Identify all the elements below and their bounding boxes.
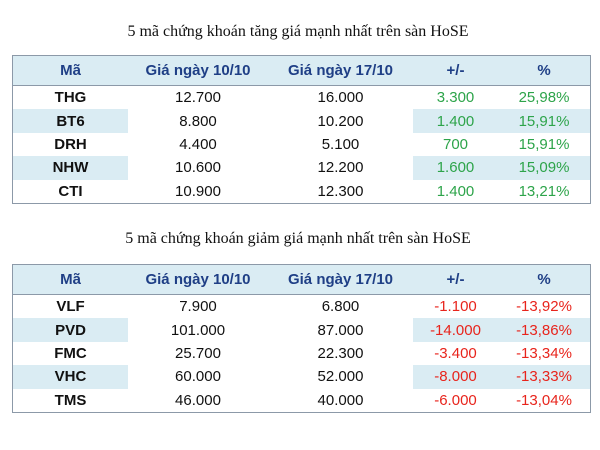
table-row xyxy=(13,109,590,132)
cell-ticker: PVD xyxy=(13,318,128,341)
cell-ticker: TMS xyxy=(54,391,87,409)
cell-percent: 15,09% xyxy=(498,156,590,179)
cell-price-new: 12.200 xyxy=(317,159,364,177)
losers-table xyxy=(12,264,591,413)
table-row xyxy=(13,318,590,341)
cell-price-new: 10.200 xyxy=(317,112,364,130)
header-percent: % xyxy=(537,62,551,79)
cell-ticker: THG xyxy=(54,89,87,107)
cell-price-new: 52.000 xyxy=(317,368,364,386)
table-row xyxy=(13,86,590,109)
cell-change: -8.000 xyxy=(413,365,498,388)
cell-price-old: 10.900 xyxy=(175,182,221,200)
header-price-1710: Giá ngày 17/10 xyxy=(287,62,394,79)
cell-ticker: FMC xyxy=(54,344,87,362)
cell-price-old: 4.400 xyxy=(179,135,217,153)
header-change: +/- xyxy=(446,271,465,288)
cell-percent: 25,98% xyxy=(518,89,570,107)
cell-percent: 15,91% xyxy=(498,109,590,132)
header-percent: % xyxy=(537,271,551,288)
table-row xyxy=(13,180,590,203)
cell-percent: 15,91% xyxy=(518,135,570,153)
table-row xyxy=(13,156,590,179)
gainers-title-text: 5 mã chứng khoán tăng giá mạnh nhất trên sàn HoSE xyxy=(127,23,469,40)
cell-change: 1.400 xyxy=(413,109,498,132)
losers-title-text: 5 mã chứng khoán giảm giá mạnh nhất trên sàn HoSE xyxy=(125,230,471,247)
cell-price-new: 5.100 xyxy=(321,135,360,153)
cell-percent: 13,21% xyxy=(518,182,570,200)
table-row xyxy=(13,365,590,388)
cell-change: -3.400 xyxy=(434,344,477,362)
cell-change: 1.600 xyxy=(413,156,498,179)
table-row xyxy=(13,295,590,318)
cell-percent: -13,34% xyxy=(516,344,572,362)
cell-price-old: 12.700 xyxy=(175,89,221,107)
table-row xyxy=(13,389,590,412)
table-header xyxy=(13,56,590,86)
gainers-table xyxy=(12,55,591,204)
cell-change: -1.100 xyxy=(434,298,477,316)
cell-ticker: DRH xyxy=(54,135,87,153)
cell-ticker: VLF xyxy=(56,298,85,316)
header-change: +/- xyxy=(446,62,465,79)
cell-ticker: CTI xyxy=(58,182,83,200)
gainers-title xyxy=(0,23,600,41)
cell-price-old: 8.800 xyxy=(179,112,217,130)
cell-price-new: 6.800 xyxy=(321,298,360,316)
table-header xyxy=(13,265,590,295)
cell-price-old: 101.000 xyxy=(170,321,226,339)
table-row xyxy=(13,342,590,365)
cell-percent: -13,92% xyxy=(516,298,572,316)
cell-percent: -13,86% xyxy=(498,318,590,341)
header-ma: Mã xyxy=(60,62,81,79)
cell-change: -14.000 xyxy=(413,318,498,341)
cell-price-old: 25.700 xyxy=(175,344,221,362)
header-ma: Mã xyxy=(60,271,81,288)
losers-title xyxy=(0,230,600,248)
cell-ticker: VHC xyxy=(13,365,128,388)
table-row xyxy=(13,133,590,156)
header-price-1010: Giá ngày 10/10 xyxy=(145,271,251,288)
cell-price-old: 7.900 xyxy=(179,298,217,316)
cell-ticker: BT6 xyxy=(13,109,128,132)
cell-ticker: NHW xyxy=(13,156,128,179)
header-price-1710: Giá ngày 17/10 xyxy=(287,271,394,288)
cell-change: -6.000 xyxy=(434,391,477,409)
cell-change: 700 xyxy=(442,135,469,153)
cell-percent: -13,33% xyxy=(498,365,590,388)
cell-price-new: 16.000 xyxy=(317,89,364,107)
cell-price-old: 60.000 xyxy=(175,368,221,386)
cell-change: 3.300 xyxy=(436,89,475,107)
cell-price-new: 40.000 xyxy=(317,391,364,409)
cell-price-old: 46.000 xyxy=(175,391,221,409)
cell-price-new: 22.300 xyxy=(317,344,364,362)
cell-change: 1.400 xyxy=(436,182,475,200)
cell-price-old: 10.600 xyxy=(175,159,221,177)
cell-percent: -13,04% xyxy=(516,391,572,409)
cell-price-new: 12.300 xyxy=(317,182,364,200)
header-price-1010: Giá ngày 10/10 xyxy=(145,62,251,79)
cell-price-new: 87.000 xyxy=(317,321,364,339)
